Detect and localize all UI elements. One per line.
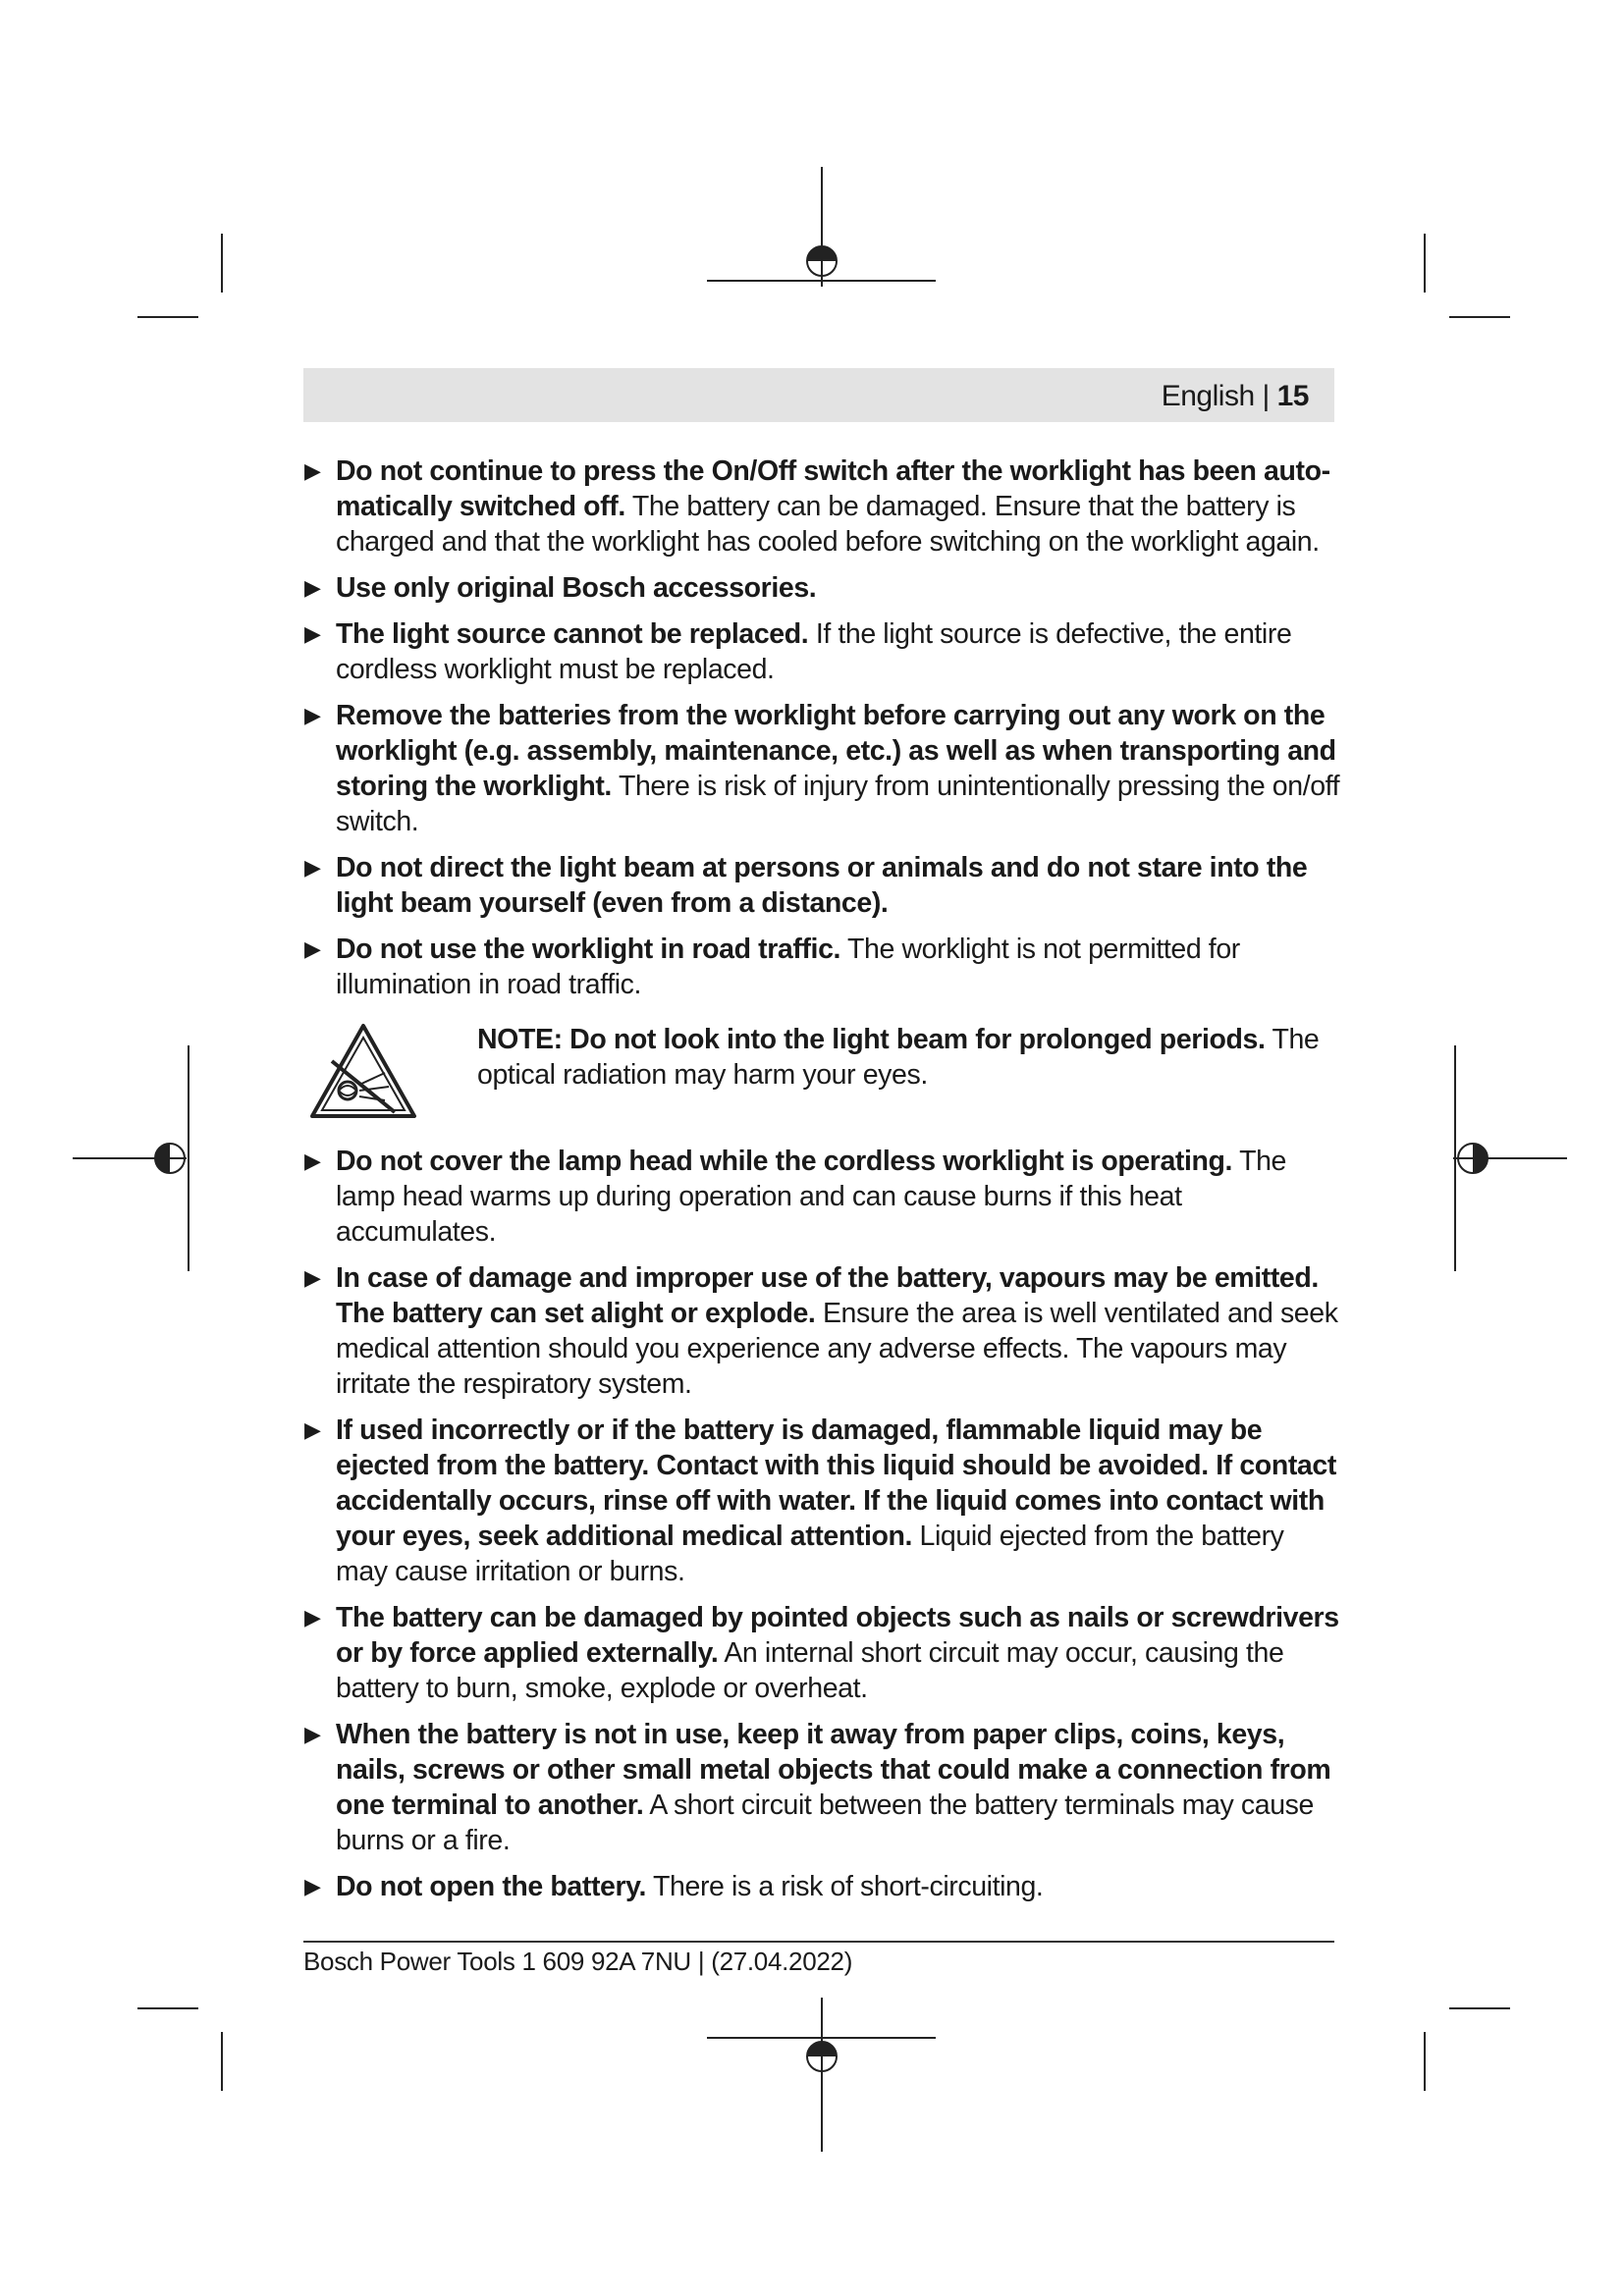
item-text: An internal short circuit may occur, causing the battery to burn, smoke, explode or overheat. — [336, 1637, 1284, 1704]
list-item — [300, 1413, 1341, 1589]
item-text: There is risk of injury from unintentionally pressing the on/off switch. — [336, 771, 1340, 837]
footer-rule — [303, 1941, 1334, 1943]
note-bold: NOTE: Do not look into the light beam for prolonged periods. — [477, 1024, 1266, 1055]
item-text: If the light source is defective, the entire cordless worklight must be replaced. — [336, 618, 1292, 685]
bullet-arrow-icon: ▶ — [304, 621, 321, 646]
item-text: The worklight is not permitted for illumination in road traffic. — [336, 934, 1240, 1000]
list-item — [300, 1869, 1341, 1904]
item-bold: If used incorrectly or if the battery is damaged, flammable liquid may be ejected from the battery. Contact with this liquid should be avoided. If contact accidentally occurs, rinse off with water. If the liquid comes into contact with your eyes, seek additional medical attention. — [336, 1415, 1336, 1552]
item-bold: When the battery is not in use, keep it away from paper clips, coins, keys, nails, screws or other small metal objects that could make a connection from one terminal to another. — [336, 1719, 1331, 1821]
item-bold: Do not use the worklight in road traffic. — [336, 934, 841, 965]
item-bold: Do not cover the lamp head while the cordless worklight is operating. — [336, 1146, 1233, 1177]
bullet-arrow-icon: ▶ — [304, 1148, 321, 1173]
item-text: There is a risk of short-circuiting. — [646, 1871, 1044, 1902]
item-text: A short circuit between the battery terminals may cause burns or a fire. — [336, 1789, 1314, 1856]
item-bold: The light source cannot be replaced. — [336, 618, 809, 650]
list-item — [300, 1144, 1341, 1250]
header-section: English — [1161, 380, 1255, 412]
safety-instructions — [300, 454, 1341, 1915]
list-item — [300, 698, 1341, 839]
item-bold: Do not direct the light beam at persons or animals and do not stare into the light beam yourself (even from a distance). — [336, 852, 1308, 919]
list-item — [300, 570, 1341, 606]
list-item — [300, 616, 1341, 687]
item-bold: Use only original Bosch accessories. — [336, 572, 817, 604]
item-text: The lamp head warms up during operation and can cause burns if this heat accumulates. — [336, 1146, 1286, 1248]
do-not-stare-warning-icon — [308, 1022, 418, 1120]
page-header — [303, 368, 1334, 422]
item-text: The battery can be damaged. Ensure that the battery is charged and that the worklight has cooled before switching on the worklight again. — [336, 491, 1320, 558]
note-block — [300, 1022, 1341, 1130]
list-item — [300, 1260, 1341, 1402]
list-item — [300, 932, 1341, 1002]
list-item — [300, 454, 1341, 560]
note-text — [477, 1022, 1341, 1093]
header-label — [1162, 380, 1309, 413]
item-bold: In case of damage and improper use of the battery, vapours may be emitted. The battery can set alight or explode. — [336, 1262, 1319, 1329]
header-separator: | — [1262, 380, 1270, 412]
bullet-arrow-icon: ▶ — [304, 458, 321, 483]
note-body: The optical radiation may harm your eyes. — [477, 1024, 1320, 1091]
bullet-arrow-icon: ▶ — [304, 1722, 321, 1746]
footer-text: Bosch Power Tools 1 609 92A 7NU | (27.04.2022) — [303, 1947, 853, 1976]
bullet-arrow-icon: ▶ — [304, 855, 321, 880]
list-item — [300, 1600, 1341, 1706]
bullet-arrow-icon: ▶ — [304, 1265, 321, 1290]
item-bold: Do not open the battery. — [336, 1871, 647, 1902]
bullet-arrow-icon: ▶ — [304, 703, 321, 727]
item-text: Ensure the area is well ventilated and seek medical attention should you experience any adverse effects. The vapours may irritate the respiratory system. — [336, 1298, 1338, 1400]
item-text: Liquid ejected from the battery may cause irritation or burns. — [336, 1521, 1284, 1587]
bullet-arrow-icon: ▶ — [304, 1605, 321, 1629]
page-number: 15 — [1276, 380, 1309, 412]
list-item — [300, 850, 1341, 921]
bullet-arrow-icon: ▶ — [304, 936, 321, 961]
bullet-arrow-icon: ▶ — [304, 1417, 321, 1442]
bullet-arrow-icon: ▶ — [304, 1874, 321, 1898]
list-item — [300, 1717, 1341, 1858]
item-bold: The battery can be damaged by pointed objects such as nails or screwdrivers or by force applied externally. — [336, 1602, 1339, 1669]
item-bold: Do not continue to press the On/Off switch after the worklight has been automatically switched off. — [336, 455, 1331, 522]
bullet-arrow-icon: ▶ — [304, 575, 321, 600]
item-bold: Remove the batteries from the worklight before carrying out any work on the worklight (e.g. assembly, maintenance, etc.) as well as when transporting and storing the worklight. — [336, 700, 1336, 802]
